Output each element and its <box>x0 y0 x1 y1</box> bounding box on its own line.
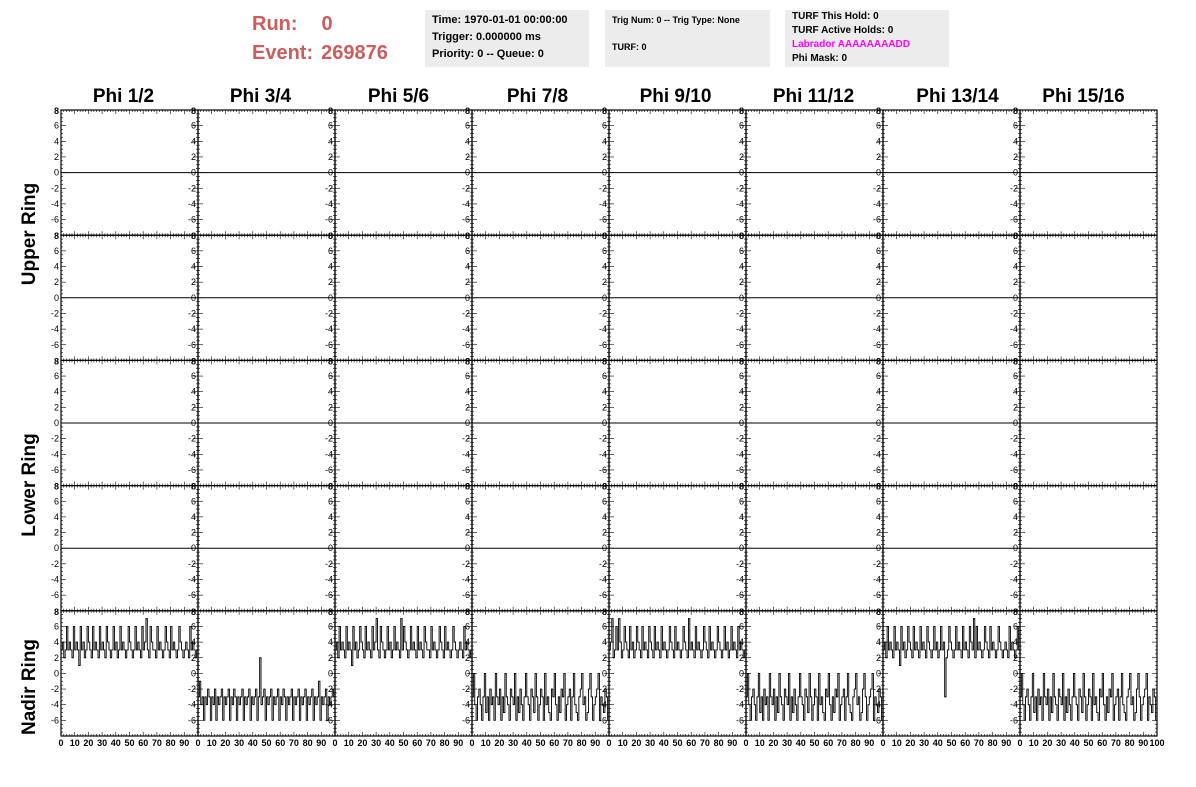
y-tick-label: 4 <box>54 387 59 397</box>
y-tick-label: -4 <box>51 199 59 209</box>
y-tick-label: 0 <box>1013 168 1018 178</box>
y-tick-label: -4 <box>1010 324 1018 334</box>
y-tick-label: -6 <box>873 215 881 225</box>
y-tick-label: 6 <box>54 371 59 381</box>
y-tick-label: -6 <box>1010 340 1018 350</box>
y-tick-label: 4 <box>739 387 744 397</box>
y-tick-label: 2 <box>191 277 196 287</box>
y-tick-label: -4 <box>736 324 744 334</box>
y-tick-label: -6 <box>51 340 59 350</box>
y-tick-label: -4 <box>1010 199 1018 209</box>
y-tick-label-top: 8 <box>328 356 333 366</box>
y-tick-label-top: 8 <box>739 231 744 241</box>
labrador-text: Labrador AAAAAAAADD <box>792 38 942 52</box>
column-header-phi-5-6: Phi 5/6 <box>330 86 467 108</box>
y-tick-label: -2 <box>462 434 470 444</box>
y-tick-label: 4 <box>739 262 744 272</box>
y-tick-label: -4 <box>1010 449 1018 459</box>
y-tick-label: 4 <box>876 262 881 272</box>
y-tick-label: 6 <box>54 121 59 131</box>
y-tick-label: -6 <box>873 340 881 350</box>
y-tick-label: 6 <box>328 121 333 131</box>
y-tick-label-top: 8 <box>191 231 196 241</box>
y-tick-label: 0 <box>465 418 470 428</box>
y-tick-label-top: 8 <box>1013 231 1018 241</box>
y-tick-label: 6 <box>328 371 333 381</box>
y-tick-label: -4 <box>599 199 607 209</box>
y-tick-label: 0 <box>876 293 881 303</box>
event-value: 269876 <box>321 42 388 64</box>
y-tick-label: -4 <box>188 575 196 585</box>
y-tick-label: -2 <box>1010 434 1018 444</box>
y-tick-label-top: 8 <box>328 482 333 492</box>
y-tick-label: 0 <box>328 293 333 303</box>
y-tick-label: 0 <box>602 168 607 178</box>
y-tick-label-top: 8 <box>54 356 59 366</box>
y-tick-label: -4 <box>51 449 59 459</box>
y-tick-label: -6 <box>736 340 744 350</box>
y-tick-label: 2 <box>328 277 333 287</box>
y-tick-label: 2 <box>739 277 744 287</box>
phi-mask-text: Phi Mask: 0 <box>792 52 942 66</box>
y-tick-label: 0 <box>465 168 470 178</box>
y-tick-label-top: 8 <box>876 231 881 241</box>
y-tick-label: -2 <box>462 308 470 318</box>
y-tick-label: 2 <box>876 402 881 412</box>
y-tick-label: -4 <box>462 449 470 459</box>
y-tick-label: -4 <box>873 449 881 459</box>
y-tick-label: 4 <box>465 136 470 146</box>
y-tick-label: 6 <box>54 496 59 506</box>
y-tick-label: 2 <box>1013 402 1018 412</box>
y-tick-label: -6 <box>462 340 470 350</box>
row-label-nadir-ring: Nadir Ring <box>19 587 41 787</box>
y-tick-label: 0 <box>54 543 59 553</box>
y-tick-label: -2 <box>599 434 607 444</box>
y-tick-label: 4 <box>602 387 607 397</box>
y-tick-label: -4 <box>325 449 333 459</box>
y-tick-label: 0 <box>739 293 744 303</box>
y-tick-label: 0 <box>465 293 470 303</box>
y-tick-label: 4 <box>465 387 470 397</box>
y-tick-label: 6 <box>54 246 59 256</box>
column-header-phi-11-12: Phi 11/12 <box>745 86 882 108</box>
y-tick-label: -4 <box>188 199 196 209</box>
y-tick-label: 6 <box>739 121 744 131</box>
y-tick-label: -6 <box>736 215 744 225</box>
y-tick-label: -4 <box>462 324 470 334</box>
y-tick-label: -2 <box>51 183 59 193</box>
y-tick-label: -2 <box>1010 308 1018 318</box>
y-tick-label: -2 <box>599 183 607 193</box>
y-tick-label: -4 <box>736 199 744 209</box>
y-tick-label: 6 <box>739 371 744 381</box>
y-tick-label: -2 <box>736 434 744 444</box>
y-tick-label-top: 8 <box>739 106 744 116</box>
y-tick-label: 4 <box>54 136 59 146</box>
y-tick-label: -4 <box>325 199 333 209</box>
y-tick-label: 4 <box>739 136 744 146</box>
column-header-phi-15-16: Phi 15/16 <box>1015 86 1152 108</box>
y-tick-label: 0 <box>1013 293 1018 303</box>
y-tick-label: 6 <box>191 121 196 131</box>
y-tick-label: 0 <box>191 293 196 303</box>
run-label: Run: <box>252 13 298 35</box>
time-text: Time: 1970-01-01 00:00:00 <box>432 13 582 28</box>
y-tick-label-top: 8 <box>739 356 744 366</box>
y-tick-label: -2 <box>188 183 196 193</box>
y-tick-label: 6 <box>739 246 744 256</box>
y-tick-label: 4 <box>1013 387 1018 397</box>
y-tick-label: 4 <box>191 512 196 522</box>
y-tick-label: -2 <box>462 183 470 193</box>
y-tick-label: 6 <box>1013 246 1018 256</box>
y-tick-label: -2 <box>736 183 744 193</box>
y-tick-label: 0 <box>876 418 881 428</box>
y-tick-label: 6 <box>602 371 607 381</box>
y-tick-label: 2 <box>739 152 744 162</box>
y-tick-label: 2 <box>191 152 196 162</box>
y-tick-label: 4 <box>876 387 881 397</box>
turf-hold-text: TURF This Hold: 0 <box>792 10 942 24</box>
y-tick-label: -2 <box>325 183 333 193</box>
y-tick-label: 2 <box>1013 152 1018 162</box>
row-label-upper-ring: Upper Ring <box>19 134 41 334</box>
y-tick-label: 2 <box>328 528 333 538</box>
y-tick-label: 0 <box>191 168 196 178</box>
y-tick-label: -6 <box>462 215 470 225</box>
y-tick-label: -2 <box>873 183 881 193</box>
y-tick-label: 2 <box>602 152 607 162</box>
y-tick-label: 4 <box>191 387 196 397</box>
y-tick-label: 4 <box>54 512 59 522</box>
y-tick-label-top: 8 <box>191 106 196 116</box>
y-tick-label: -6 <box>188 465 196 475</box>
y-tick-label-top: 8 <box>876 106 881 116</box>
column-header-phi-1-2: Phi 1/2 <box>55 86 192 108</box>
y-tick-label: -6 <box>325 590 333 600</box>
y-tick-label: -6 <box>51 465 59 475</box>
y-tick-label: 2 <box>1013 277 1018 287</box>
y-tick-label: 2 <box>876 277 881 287</box>
y-tick-label: 6 <box>191 496 196 506</box>
priority-text: Priority: 0 -- Queue: 0 <box>432 47 582 62</box>
y-tick-label: 2 <box>602 402 607 412</box>
y-tick-label: -4 <box>873 324 881 334</box>
y-tick-label: 4 <box>328 387 333 397</box>
y-tick-label-top: 8 <box>876 356 881 366</box>
y-tick-label: 2 <box>602 277 607 287</box>
y-tick-label: -6 <box>1010 215 1018 225</box>
y-tick-label: -4 <box>51 324 59 334</box>
column-header-phi-7-8: Phi 7/8 <box>469 86 606 108</box>
y-tick-label: 6 <box>191 371 196 381</box>
y-tick-label: -2 <box>325 434 333 444</box>
y-tick-label: 6 <box>1013 121 1018 131</box>
y-tick-label: 0 <box>54 418 59 428</box>
y-tick-label-top: 8 <box>191 356 196 366</box>
y-tick-label: -2 <box>51 434 59 444</box>
y-tick-label: -6 <box>188 215 196 225</box>
y-tick-label: 2 <box>465 152 470 162</box>
y-tick-label: -4 <box>325 324 333 334</box>
event-label: Event: <box>252 42 313 64</box>
y-tick-label: 6 <box>1013 371 1018 381</box>
y-tick-label-top: 8 <box>602 106 607 116</box>
y-tick-label: -4 <box>188 324 196 334</box>
y-tick-label: -6 <box>599 465 607 475</box>
y-tick-label: 6 <box>465 246 470 256</box>
turf-text: TURF: 0 <box>612 40 763 55</box>
y-tick-label: -2 <box>325 308 333 318</box>
y-tick-label: 0 <box>876 168 881 178</box>
y-tick-label: 0 <box>328 543 333 553</box>
y-tick-label: 6 <box>465 121 470 131</box>
y-tick-label: 6 <box>191 246 196 256</box>
y-tick-label: -6 <box>188 340 196 350</box>
y-tick-label: -4 <box>51 575 59 585</box>
turf-active-text: TURF Active Holds: 0 <box>792 24 942 38</box>
column-header-phi-3-4: Phi 3/4 <box>192 86 329 108</box>
y-tick-label: -6 <box>51 590 59 600</box>
y-tick-label-top: 8 <box>1013 106 1018 116</box>
y-tick-label: -2 <box>188 434 196 444</box>
y-tick-label-top: 8 <box>602 231 607 241</box>
y-tick-label: 4 <box>328 136 333 146</box>
y-tick-label: 4 <box>328 512 333 522</box>
y-tick-label: -4 <box>873 199 881 209</box>
y-tick-label: 4 <box>602 136 607 146</box>
y-tick-label: 0 <box>602 418 607 428</box>
y-tick-label: 0 <box>739 418 744 428</box>
y-tick-label: -2 <box>873 308 881 318</box>
y-tick-label: 6 <box>602 246 607 256</box>
y-tick-label: -2 <box>1010 183 1018 193</box>
y-tick-label: 2 <box>54 402 59 412</box>
y-tick-label-top: 8 <box>465 106 470 116</box>
y-tick-label: 2 <box>54 277 59 287</box>
y-tick-label-top: 8 <box>191 482 196 492</box>
y-tick-label: 6 <box>876 121 881 131</box>
y-tick-label-top: 8 <box>328 231 333 241</box>
y-tick-label: -6 <box>325 465 333 475</box>
y-tick-label: -6 <box>325 340 333 350</box>
y-tick-label: 6 <box>328 496 333 506</box>
y-tick-label: 4 <box>328 262 333 272</box>
y-tick-label: -6 <box>325 215 333 225</box>
y-tick-label: 0 <box>328 418 333 428</box>
y-tick-label: -4 <box>736 449 744 459</box>
y-tick-label-top: 8 <box>602 356 607 366</box>
y-tick-label-top: 8 <box>54 482 59 492</box>
y-tick-label: 4 <box>1013 136 1018 146</box>
y-tick-label: 4 <box>191 136 196 146</box>
run-value: 0 <box>322 13 333 35</box>
y-tick-label: 4 <box>191 262 196 272</box>
y-tick-label: 0 <box>739 168 744 178</box>
y-tick-label: 2 <box>54 528 59 538</box>
y-tick-label: -2 <box>188 559 196 569</box>
y-tick-label-top: 8 <box>1013 356 1018 366</box>
y-tick-label: -4 <box>188 449 196 459</box>
y-tick-label-top: 8 <box>54 106 59 116</box>
y-tick-label: 6 <box>602 121 607 131</box>
y-tick-label: 0 <box>1013 418 1018 428</box>
y-tick-label: -2 <box>873 434 881 444</box>
y-tick-label-top: 8 <box>328 106 333 116</box>
y-tick-label: 0 <box>328 168 333 178</box>
y-tick-label: -4 <box>599 324 607 334</box>
y-tick-label: -6 <box>599 340 607 350</box>
y-tick-label: -4 <box>599 449 607 459</box>
y-tick-label: 0 <box>54 168 59 178</box>
y-tick-label: -4 <box>462 199 470 209</box>
y-tick-label: -6 <box>736 465 744 475</box>
y-tick-label: 2 <box>191 402 196 412</box>
column-header-phi-13-14: Phi 13/14 <box>889 86 1026 108</box>
y-tick-label: -6 <box>188 590 196 600</box>
y-tick-label: 2 <box>54 152 59 162</box>
y-tick-label: 4 <box>602 262 607 272</box>
y-tick-label: 4 <box>876 136 881 146</box>
y-tick-label: 2 <box>876 152 881 162</box>
y-tick-label: -2 <box>599 308 607 318</box>
y-tick-label: 4 <box>465 262 470 272</box>
y-tick-label: 6 <box>328 246 333 256</box>
y-tick-label: 6 <box>876 246 881 256</box>
y-tick-label-top: 8 <box>54 231 59 241</box>
y-tick-label: -2 <box>51 559 59 569</box>
trig-text: Trig Num: 0 -- Trig Type: None <box>612 13 763 28</box>
y-tick-label: -6 <box>873 465 881 475</box>
column-header-phi-9-10: Phi 9/10 <box>607 86 744 108</box>
y-tick-label: -6 <box>462 465 470 475</box>
y-tick-label: 4 <box>1013 262 1018 272</box>
y-tick-label: 2 <box>465 402 470 412</box>
y-tick-label: -2 <box>51 308 59 318</box>
y-tick-label: 2 <box>465 277 470 287</box>
y-tick-label: -2 <box>736 308 744 318</box>
y-tick-label: 2 <box>739 402 744 412</box>
y-tick-label: -4 <box>325 575 333 585</box>
y-tick-label: 0 <box>54 293 59 303</box>
y-tick-label: -6 <box>1010 465 1018 475</box>
y-tick-label: 0 <box>191 543 196 553</box>
y-tick-label: 6 <box>876 371 881 381</box>
y-tick-label: 6 <box>465 371 470 381</box>
y-tick-label: -6 <box>599 215 607 225</box>
y-tick-label: 2 <box>328 152 333 162</box>
y-tick-label: 0 <box>602 293 607 303</box>
y-tick-label: 2 <box>328 402 333 412</box>
y-tick-label: -2 <box>188 308 196 318</box>
y-tick-label: -6 <box>51 215 59 225</box>
y-tick-label: -2 <box>325 559 333 569</box>
y-tick-label: 0 <box>191 418 196 428</box>
y-tick-label-top: 8 <box>465 356 470 366</box>
y-tick-label: 4 <box>54 262 59 272</box>
row-label-lower-ring: Lower Ring <box>19 385 41 585</box>
y-tick-label-top: 8 <box>465 231 470 241</box>
y-tick-label: 2 <box>191 528 196 538</box>
trigger-text: Trigger: 0.000000 ms <box>432 30 582 45</box>
